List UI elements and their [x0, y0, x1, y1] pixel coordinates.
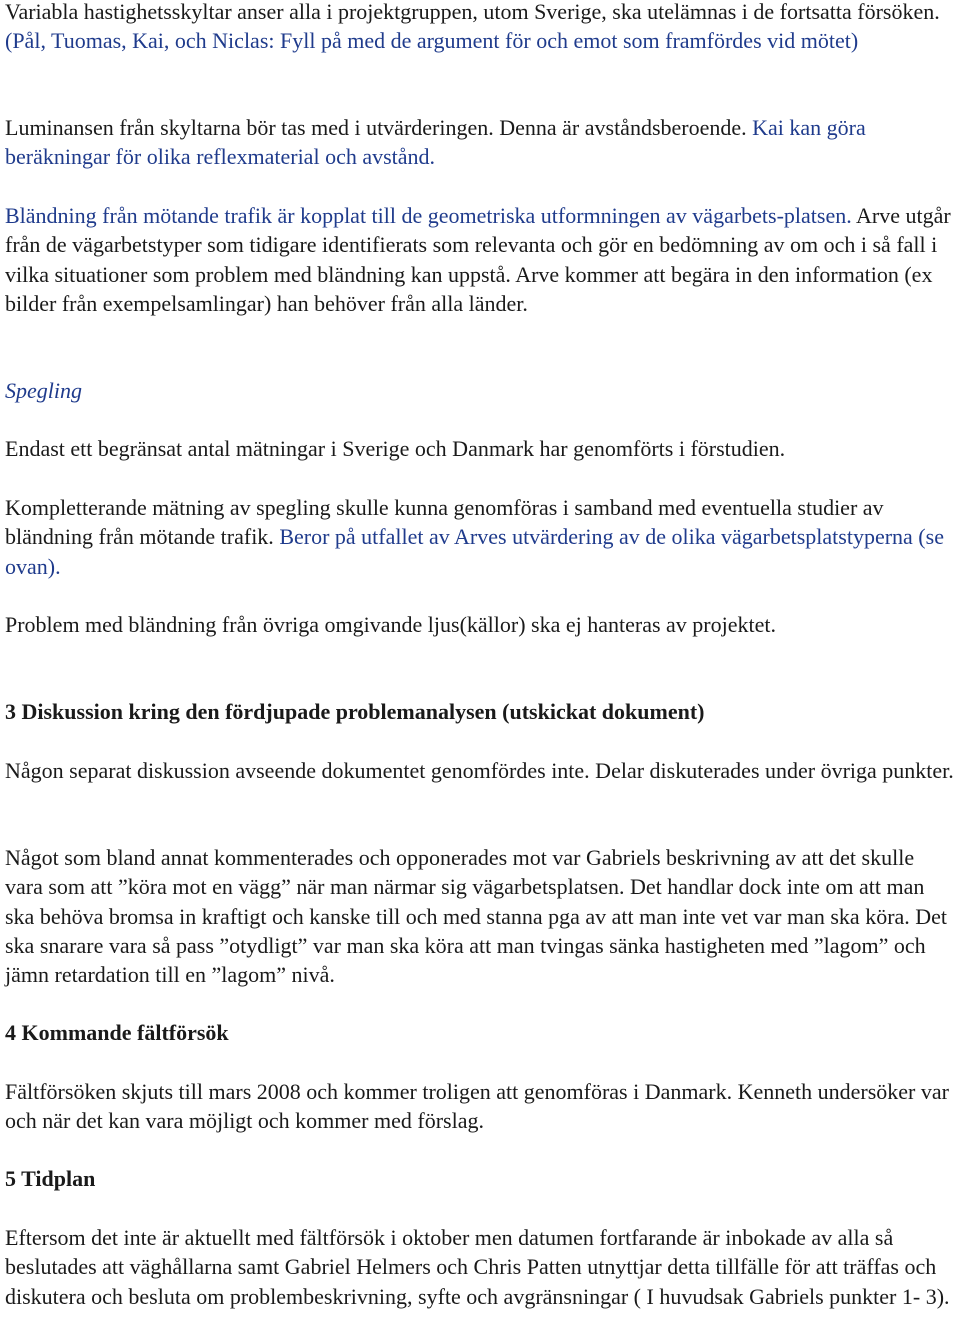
- section-title: Tidplan: [21, 1166, 96, 1191]
- subheading-spegling: Spegling: [5, 378, 82, 403]
- section-number: 4: [5, 1020, 22, 1045]
- paragraph-field-trials: Fältförsöken skjuts till mars 2008 och kommer troligen att genomföras i Danmark. Kenneth undersöker var och när det kan vara möjligt och kommer med förslag.: [5, 1079, 949, 1134]
- paragraph-text: Kompletterande mätning av spegling skulle kunna genomföras i samband med eventuella studier av bländning från mötande trafik.: [5, 495, 884, 550]
- section-number: 3: [5, 699, 22, 724]
- paragraph-no-discussion: Någon separat diskussion avseende dokumentet genomfördes inte. Delar diskuterades under övriga punkter.: [5, 758, 954, 783]
- section-heading-4: [5, 1018, 957, 1047]
- paragraph-luminance: [5, 113, 957, 172]
- paragraph-text: Luminansen från skyltarna bör tas med i utvärderingen. Denna är avståndsberoende.: [5, 115, 753, 140]
- paragraph-text: Variabla hastighetsskyltar anser alla i projektgruppen, utom Sverige, ska utelämnas i de fortsatta försöken.: [5, 0, 940, 24]
- paragraph-complementary: [5, 493, 957, 581]
- paragraph-comments: Något som bland annat kommenterades och opponerades mot var Gabriels beskrivning av att det skulle vara som att ”köra mot en vägg” när man närmar sig vägarbetsplatsen. Det handlar dock inte om att man ska behöva bromsa in kraftigt och kanske till och med stanna pga av att man inte vet var man ska köra. Det ska snarare vara så pass ”otydligt” var man ska köra att man tvingas sänka hastigheten med ”lagom” och jämn retardation till en ”lagom” nivå.: [5, 845, 948, 988]
- paragraph-glare: [5, 201, 957, 318]
- paragraph-text: Arve utgår från de vägarbetstyper som tidigare identifierats som relevanta och gör en bedömning av om och i så fall i vilka situationer som problem med bländning kan uppstå. Arve kommer att begära in den information (ex bilder från exempelsamlingar) han behöver från alla länder.: [5, 203, 951, 316]
- paragraph-schedule: Eftersom det inte är aktuellt med fältförsök i oktober men datumen fortfarande är inbokade av alla så beslutades att väghållarna samt Gabriel Helmers och Chris Patten utnyttjar detta tillfälle för att träffas och diskutera och besluta om problembeskrivning, syfte och avgränsningar ( I huvudsak Gabriels punkter 1- 3).: [5, 1225, 950, 1309]
- section-heading-3: [5, 697, 957, 726]
- paragraph-note: Kai kan göra beräkningar för olika reflexmaterial och avstånd.: [5, 115, 866, 170]
- paragraph-note: Beror på utfallet av Arves utvärdering av de olika vägarbetsplatstyperna (se ovan).: [5, 524, 944, 579]
- paragraph-note: (Pål, Tuomas, Kai, och Niclas: Fyll på med de argument för och emot som framfördes vid mötet): [5, 28, 859, 54]
- section-heading-5: [5, 1164, 957, 1193]
- paragraph-measurements: Endast ett begränsat antal mätningar i Sverige och Danmark har genomförts i förstudien.: [5, 436, 786, 461]
- section-title: Kommande fältförsök: [21, 1020, 229, 1045]
- section-title: Diskussion kring den fördjupade problemanalysen (utskickat dokument): [21, 699, 705, 724]
- paragraph-variable-signs: [5, 0, 957, 56]
- paragraph-note: Bländning från mötande trafik är kopplat till de geometriska utformningen av vägarbets-platsen.: [5, 203, 857, 228]
- paragraph-other-light: Problem med bländning från övriga omgivande ljus(källor) ska ej hanteras av projektet.: [5, 612, 776, 637]
- section-number: 5: [5, 1166, 22, 1191]
